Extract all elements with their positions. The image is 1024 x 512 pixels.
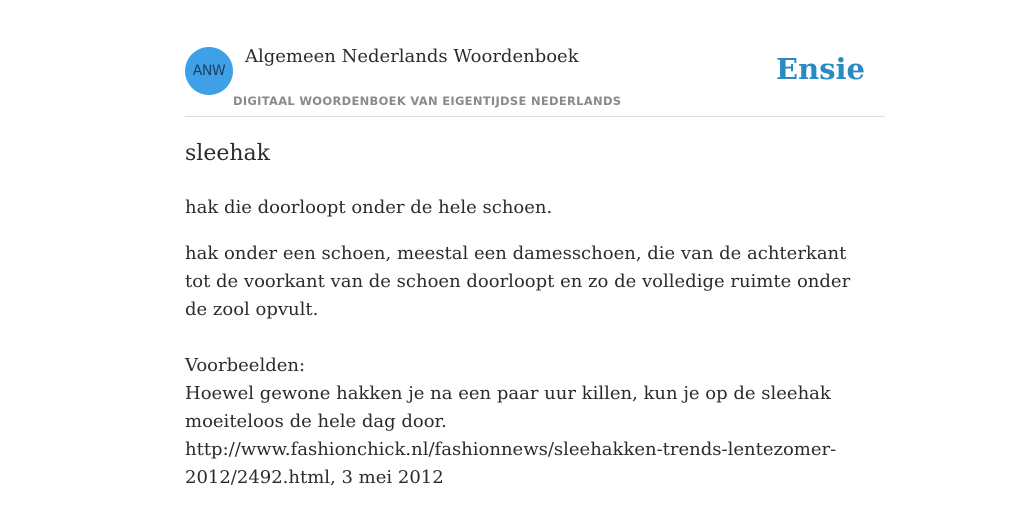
example-line: Hoewel gewone hakken je na een paar uur killen, kun je op de sleehak [185,383,831,404]
site-subtitle: DIGITAAL WOORDENBOEK VAN EIGENTIJDSE NEDERLANDS [233,94,622,108]
site-header [185,0,885,117]
ensie-brand-link[interactable]: Ensie [776,52,865,86]
examples-block [185,352,875,492]
logo-text: ANW [192,63,226,79]
anw-logo[interactable] [185,47,233,95]
entry-headword: sleehak [185,141,270,166]
site-title[interactable]: Algemeen Nederlands Woordenboek [245,46,579,67]
long-definition: hak onder een schoen, meestal een damesschoen, die van de achterkant tot de voorkant van de schoen doorloopt en zo de volledige ruimte onder de zool opvult. [185,243,851,320]
example-line: moeiteloos de hele dag door. [185,411,447,432]
example-source-line: http://www.fashionchick.nl/fashionnews/sleehakken-trends-lentezomer- [185,439,837,460]
examples-label: Voorbeelden: [185,355,306,376]
short-definition: hak die doorloopt onder de hele schoen. [185,197,553,218]
example-source-line: 2012/2492.html, 3 mei 2012 [185,467,444,488]
